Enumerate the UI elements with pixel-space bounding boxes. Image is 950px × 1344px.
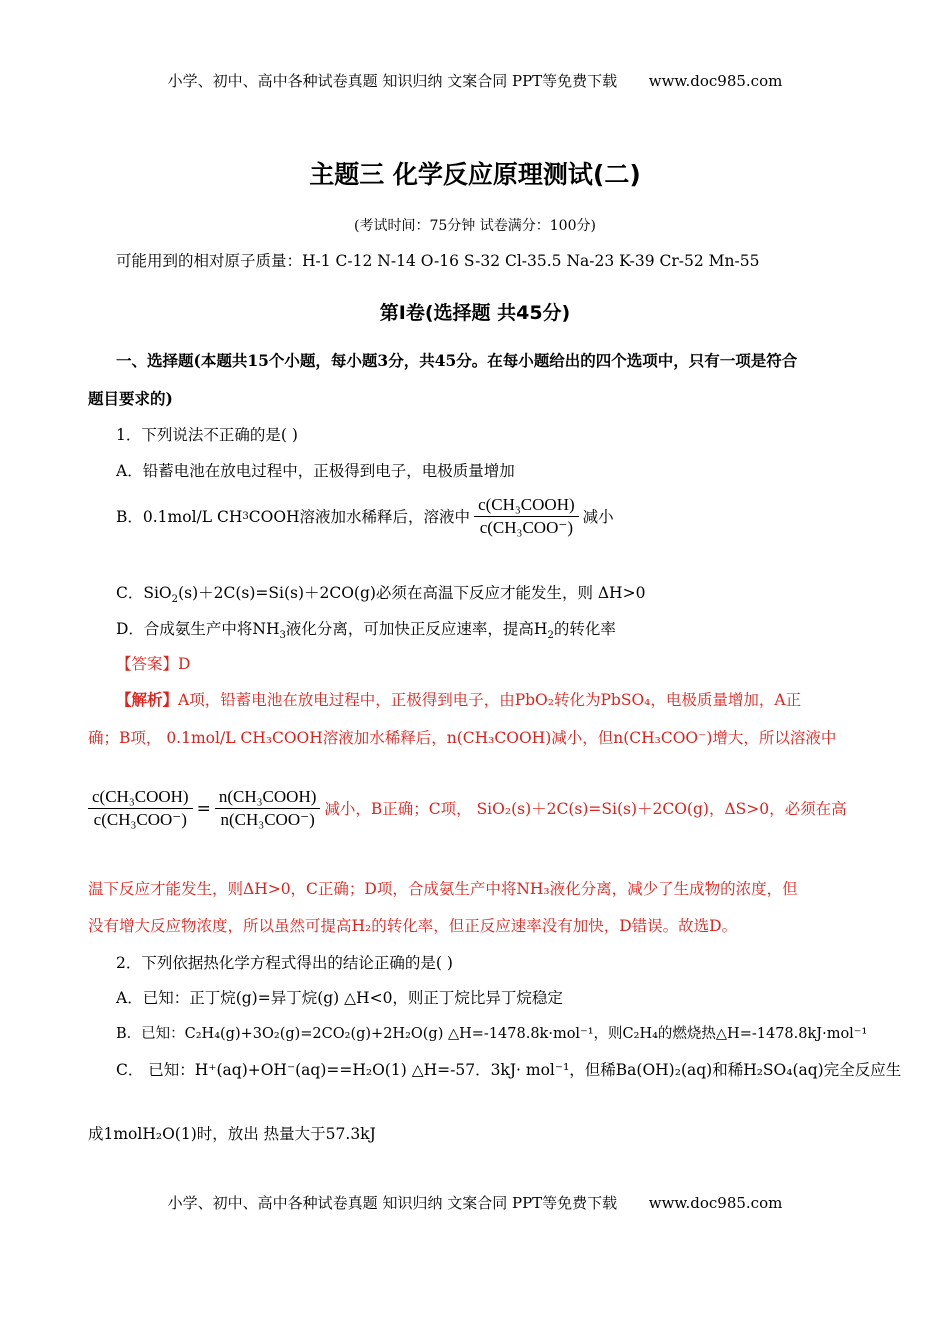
q1-explanation-line-2: 确；B项， 0.1mol/L CH₃COOH溶液加水稀释后，n(CH₃COOH)减小，但n(CH₃COO⁻)增大，所以溶液中 xyxy=(88,729,837,747)
fraction-n: $\frac{\text{n(CH₃COOH)}}{\text{n(CH₃COO⁻)}}$ xyxy=(215,786,321,831)
q1-fraction: $\frac{\text{c(CH₃COOH)}}{\text{c(CH₃COO⁻)}}$ xyxy=(474,494,579,539)
q1-explanation-line-3: $\frac{\text{c(CH₃COOH)}}{\text{c(CH₃COO⁻)}}$ = $\frac{\text{n(CH₃COOH)}}{\text{n(CH₃COO⁻)}}$ 减小，B正确；C项， SiO₂(s)＋2C(s)=Si(s)＋2CO(g)，ΔS>0，必须在高 xyxy=(88,786,847,831)
page-footer xyxy=(0,1192,950,1213)
fraction-c: $\frac{\text{c(CH₃COOH)}}{\text{c(CH₃COO⁻)}}$ xyxy=(88,786,193,831)
q1-option-a: A．铅蓄电池在放电过程中，正极得到电子，电极质量增加 xyxy=(116,462,515,480)
q2-stem: 2．下列依据热化学方程式得出的结论正确的是( ) xyxy=(116,954,453,972)
footer-url: www.doc985.com xyxy=(648,1194,783,1212)
q1-option-d: D．合成氨生产中将$NH_3$液化分离，可加快正反应速率，提高$H_2$的转化率 xyxy=(116,620,616,642)
q1-option-b: B．0.1mol/L CH 3 COOH溶液加水稀释后，溶液中 $\frac{\text{c(CH₃COOH)}}{\text{c(CH₃COO⁻)}}$ 减小 xyxy=(116,495,614,537)
page-title: 主题三 化学反应原理测试(二) xyxy=(309,160,641,189)
q1-stem: 1．下列说法不正确的是( ) xyxy=(116,426,298,444)
q2-option-a: A．已知：正丁烷(g)=异丁烷(g) △H<0，则正丁烷比异丁烷稳定 xyxy=(116,989,563,1007)
section-title: 第Ⅰ卷(选择题 共45分) xyxy=(379,302,571,324)
exam-info: (考试时间：75分钟 试卷满分：100分) xyxy=(354,218,596,234)
page-header xyxy=(0,70,950,91)
q1-answer: 【答案】D xyxy=(116,655,191,673)
instructions-line-1: 一、选择题(本题共15个小题，每小题3分，共45分。在每小题给出的四个选项中，只有一项是符合 xyxy=(116,351,798,370)
q1-explanation-line-5: 没有增大反应物浓度，所以虽然可提高H₂的转化率，但正反应速率没有加快，D错误。故选D。 xyxy=(88,917,738,935)
header-text: 小学、初中、高中各种试卷真题 知识归纳 文案合同 PPT等免费下载 xyxy=(167,72,618,90)
q2-option-c-line-2: 成1molH₂O(1)时，放出 热量大于57.3kJ xyxy=(88,1125,376,1143)
header-url: www.doc985.com xyxy=(648,72,783,90)
q1-explanation-line-4: 温下反应才能发生，则ΔH>0，C正确；D项，合成氨生产中将NH₃液化分离，减少了生成物的浓度，但 xyxy=(88,880,798,898)
q1-explanation-line-1: 【解析】A项，铅蓄电池在放电过程中，正极得到电子，由PbO₂转化为PbSO₄，电极质量增加，A正 xyxy=(116,690,802,709)
q2-option-b: B．已知：C₂H₄(g)+3O₂(g)=2CO₂(g)+2H₂O(g) △H=-1478.8k·mol⁻¹，则C₂H₄的燃烧热△H=-1478.8kJ·mol⁻¹ xyxy=(116,1026,868,1042)
q2-option-c-line-1: C． 已知：H⁺(aq)+OH⁻(aq)==H₂O(1) △H=-57．3kJ· mol⁻¹，但稀Ba(OH)₂(aq)和稀H₂SO₄(aq)完全反应生 xyxy=(116,1061,902,1079)
atomic-masses: 可能用到的相对原子质量：H-1 C-12 N-14 O-16 S-32 Cl-35.5 Na-23 K-39 Cr-52 Mn-55 xyxy=(116,252,760,270)
q1-option-c: C．SiO$_2$(s)＋2C(s)=Si(s)＋2CO(g)必须在高温下反应才能发生，则 ΔH>0 xyxy=(116,584,646,606)
instructions-line-2: 题目要求的) xyxy=(88,389,173,408)
footer-text: 小学、初中、高中各种试卷真题 知识归纳 文案合同 PPT等免费下载 xyxy=(167,1194,618,1212)
